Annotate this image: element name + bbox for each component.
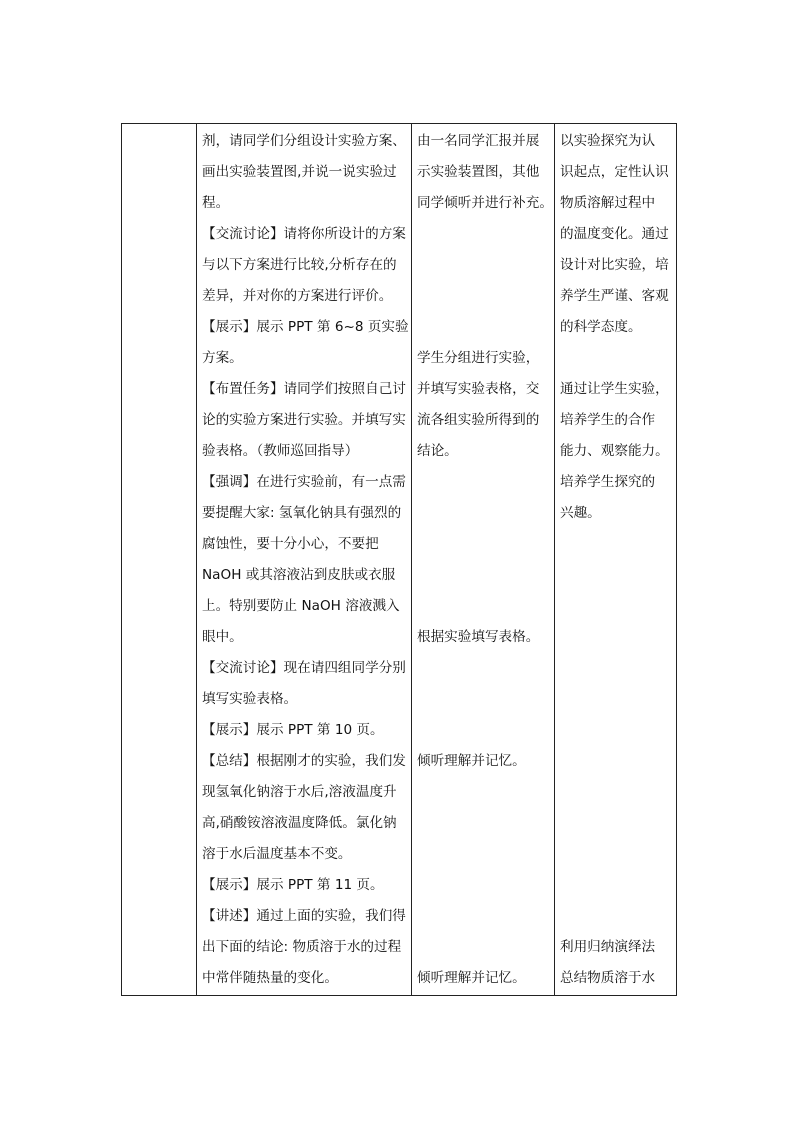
teacher-line: 【展示】展示 PPT 第 10 页。 (202, 722, 384, 738)
teacher-line: 要提醒大家: 氢氧化钠具有强烈的 (202, 505, 402, 521)
intent-line: 的温度变化。通过 (560, 226, 669, 242)
teacher-line: 【强调】在进行实验前，有一点需 (202, 474, 406, 490)
column-divider-1 (196, 124, 197, 995)
teacher-line: NaOH 或其溶液沾到皮肤或衣服 (202, 567, 396, 583)
lesson-plan-table (121, 123, 677, 996)
intent-line: 设计对比实验，培 (560, 257, 669, 273)
intent-line: 利用归纳演绎法 (560, 939, 656, 955)
teacher-line: 出下面的结论: 物质溶于水的过程 (202, 939, 402, 955)
teacher-line: 【展示】展示 PPT 第 11 页。 (202, 877, 384, 893)
column-divider-3 (554, 124, 555, 995)
intent-line: 培养学生的合作 (560, 412, 656, 428)
student-line: 结论。 (417, 443, 458, 459)
intent-line: 物质溶解过程中 (560, 195, 656, 211)
intent-line: 以实验探究为认 (560, 133, 656, 149)
teacher-line: 剂，请同学们分组设计实验方案、 (202, 133, 406, 149)
teacher-line: 差异，并对你的方案进行评价。 (202, 288, 393, 304)
intent-line: 总结物质溶于水 (560, 970, 656, 986)
intent-line: 培养学生探究的 (560, 474, 656, 490)
student-line: 倾听理解并记忆。 (417, 970, 526, 986)
student-activity-cell (413, 124, 553, 995)
teacher-line: 论的实验方案进行实验。并填写实 (202, 412, 406, 428)
student-line: 由一名同学汇报并展 (417, 133, 540, 149)
teacher-line: 填写实验表格。 (202, 691, 298, 707)
teacher-line: 腐蚀性，要十分小心，不要把 (202, 536, 379, 552)
student-line: 示实验装置图，其他 (417, 164, 540, 180)
teacher-line: 程。 (202, 195, 230, 211)
teacher-line: 【展示】展示 PPT 第 6~8 页实验 (202, 319, 409, 335)
teacher-line: 中常伴随热量的变化。 (202, 970, 338, 986)
design-intent-cell (556, 124, 676, 995)
student-line: 流各组实验所得到的 (417, 412, 540, 428)
student-line: 根据实验填写表格。 (417, 629, 540, 645)
intent-line: 通过让学生实验， (560, 381, 669, 397)
intent-line: 识起点，定性认识 (560, 164, 669, 180)
teacher-line: 溶于水后温度基本不变。 (202, 846, 352, 862)
column-divider-2 (411, 124, 412, 995)
teacher-line: 验表格。（教师巡回指导） (202, 443, 359, 459)
teacher-line: 高,硝酸铵溶液温度降低。氯化钠 (202, 815, 397, 831)
teacher-line: 【总结】根据刚才的实验，我们发 (202, 753, 406, 769)
teacher-activity-cell (198, 124, 410, 995)
student-line: 同学倾听并进行补充。 (417, 195, 553, 211)
teacher-line: 眼中。 (202, 629, 243, 645)
intent-line: 兴趣。 (560, 505, 601, 521)
teacher-line: 画出实验装置图,并说一说实验过 (202, 164, 397, 180)
teacher-line: 与以下方案进行比较,分析存在的 (202, 257, 397, 273)
teacher-line: 【布置任务】请同学们按照自己讨 (202, 381, 406, 397)
teacher-line: 【交流讨论】请将你所设计的方案 (202, 226, 406, 242)
student-line: 倾听理解并记忆。 (417, 753, 526, 769)
teacher-line: 方案。 (202, 350, 243, 366)
teacher-line: 【交流讨论】现在请四组同学分别 (202, 660, 406, 676)
teacher-line: 【讲述】通过上面的实验，我们得 (202, 908, 406, 924)
intent-line: 的科学态度。 (560, 319, 642, 335)
student-line: 并填写实验表格，交 (417, 381, 540, 397)
teacher-line: 上。特别要防止 NaOH 溶液溅入 (202, 598, 400, 614)
student-line: 学生分组进行实验， (417, 350, 540, 366)
intent-line: 养学生严谨、客观 (560, 288, 669, 304)
teacher-line: 现氢氧化钠溶于水后,溶液温度升 (202, 784, 397, 800)
intent-line: 能力、观察能力。 (560, 443, 669, 459)
